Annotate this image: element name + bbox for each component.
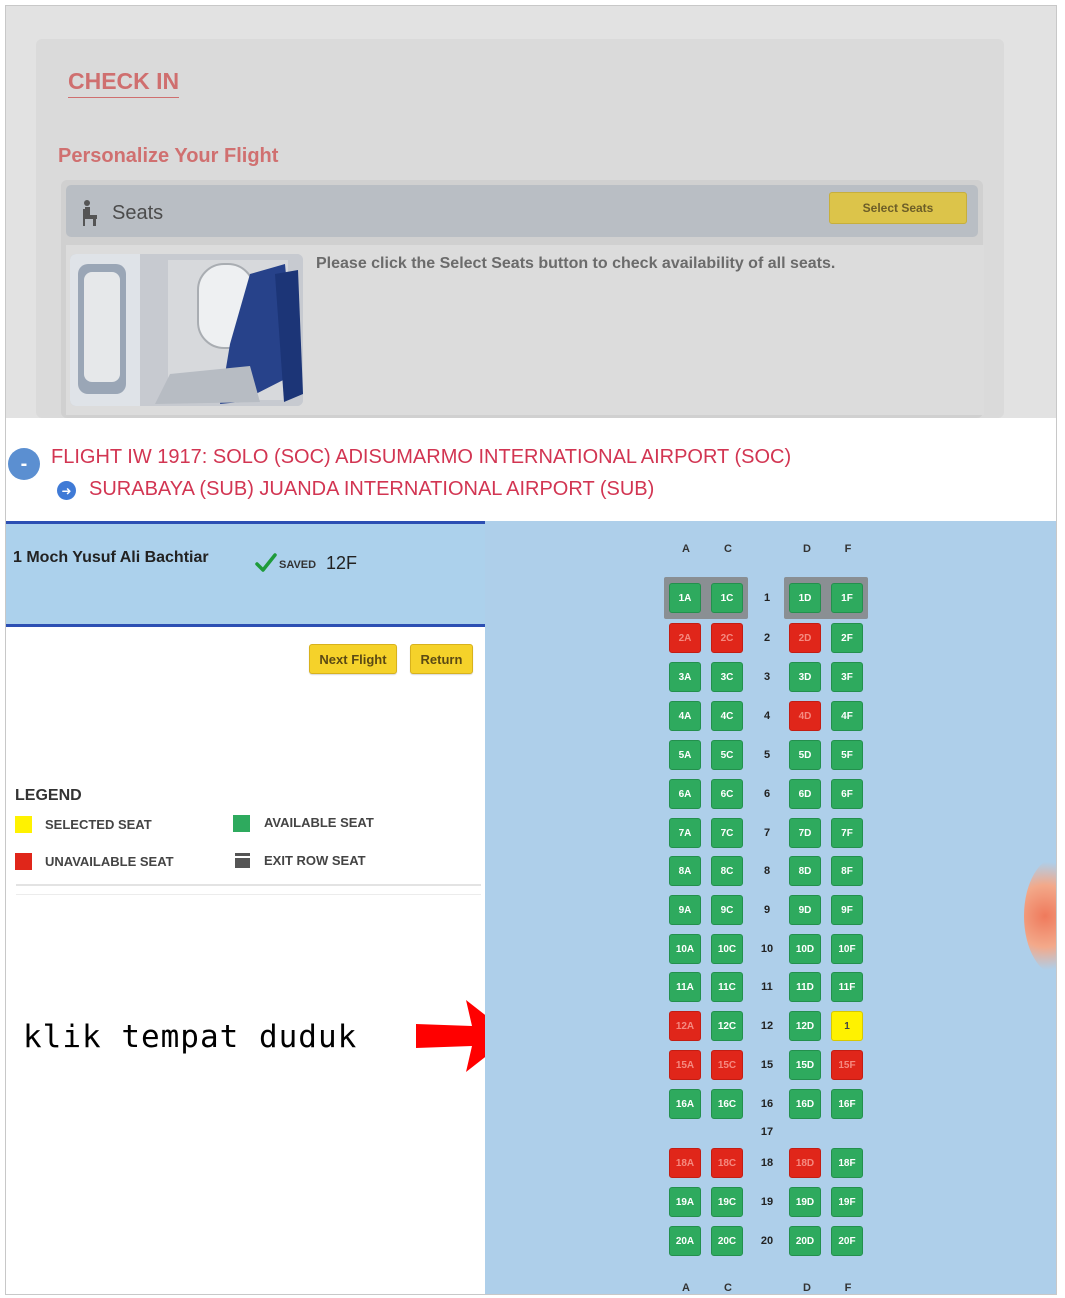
seat-available[interactable]: 19C (711, 1187, 743, 1217)
legend-unavailable-label: UNAVAILABLE SEAT (45, 854, 174, 869)
column-header-c: C (724, 1282, 732, 1294)
seat-available[interactable]: 1D (789, 583, 821, 613)
legend-divider (16, 894, 481, 895)
seat-available[interactable]: 9A (669, 895, 701, 925)
seat-available[interactable]: 7D (789, 818, 821, 848)
column-header-a: A (682, 543, 690, 555)
column-header-c: C (724, 543, 732, 555)
legend-available-label: AVAILABLE SEAT (264, 815, 374, 830)
row-number: 9 (763, 904, 771, 916)
column-header-d: D (803, 543, 811, 555)
seat-available[interactable]: 19F (831, 1187, 863, 1217)
row-number: 15 (760, 1059, 774, 1071)
seat-unavailable: 2C (711, 623, 743, 653)
seat-available[interactable]: 2F (831, 623, 863, 653)
seat-available[interactable]: 9D (789, 895, 821, 925)
row-number: 20 (760, 1235, 774, 1247)
seat-available[interactable]: 9C (711, 895, 743, 925)
passenger-seat: 12F (326, 553, 358, 573)
seat-unavailable: 18D (789, 1148, 821, 1178)
seat-unavailable: 2D (789, 623, 821, 653)
seat-available[interactable]: 6D (789, 779, 821, 809)
checkin-section (6, 6, 1056, 418)
select-seats-button[interactable]: Select Seats (829, 192, 967, 224)
seat-available[interactable]: 12D (789, 1011, 821, 1041)
seat-available[interactable]: 4F (831, 701, 863, 731)
seat-available[interactable]: 3D (789, 662, 821, 692)
row-number: 16 (760, 1098, 774, 1110)
seat-available[interactable]: 5C (711, 740, 743, 770)
row-number: 4 (763, 710, 771, 722)
seat-available[interactable]: 10F (831, 934, 863, 964)
seats-instruction: Please click the Select Seats button to check availability of all seats. (316, 255, 836, 272)
seat-available[interactable]: 8C (711, 856, 743, 886)
column-header-f: F (844, 1282, 852, 1294)
seat-unavailable: 4D (789, 701, 821, 731)
next-flight-button[interactable]: Next Flight (309, 644, 397, 674)
airplane-seat-photo (70, 254, 303, 406)
seat-available[interactable]: 7C (711, 818, 743, 848)
seat-available[interactable]: 5A (669, 740, 701, 770)
legend-selected-label: SELECTED SEAT (45, 817, 152, 832)
legend-unavailable-swatch (15, 853, 32, 870)
seat-available[interactable]: 19D (789, 1187, 821, 1217)
seat-unavailable: 18A (669, 1148, 701, 1178)
seat-available[interactable]: 15D (789, 1050, 821, 1080)
seat-available[interactable]: 10A (669, 934, 701, 964)
checkmark-icon (255, 553, 277, 573)
seat-available[interactable]: 12C (711, 1011, 743, 1041)
seat-unavailable: 18C (711, 1148, 743, 1178)
legend-selected-swatch (15, 816, 32, 833)
seat-available[interactable]: 3A (669, 662, 701, 692)
seat-available[interactable]: 3F (831, 662, 863, 692)
seat-available[interactable]: 5F (831, 740, 863, 770)
seat-available[interactable]: 11C (711, 972, 743, 1002)
seat-available[interactable]: 4C (711, 701, 743, 731)
seat-available[interactable]: 6F (831, 779, 863, 809)
row-number: 17 (760, 1126, 774, 1138)
seat-available[interactable]: 6A (669, 779, 701, 809)
seat-available[interactable]: 20C (711, 1226, 743, 1256)
saved-status: SAVED (279, 559, 317, 571)
row-number: 1 (763, 592, 771, 604)
seat-available[interactable]: 16D (789, 1089, 821, 1119)
seat-available[interactable]: 18F (831, 1148, 863, 1178)
return-button[interactable]: Return (410, 644, 473, 674)
row-number: 3 (763, 671, 771, 683)
seats-label: Seats (112, 202, 164, 224)
app-frame (5, 5, 1057, 1295)
seat-selected[interactable]: 1 (831, 1011, 863, 1041)
seat-available[interactable]: 8A (669, 856, 701, 886)
row-number: 5 (763, 749, 771, 761)
seat-available[interactable]: 7F (831, 818, 863, 848)
seat-available[interactable]: 7A (669, 818, 701, 848)
seat-available[interactable]: 20D (789, 1226, 821, 1256)
seat-available[interactable]: 8F (831, 856, 863, 886)
seat-available[interactable]: 9F (831, 895, 863, 925)
flight-title: FLIGHT IW 1917: SOLO (SOC) ADISUMARMO INTERNATIONAL AIRPORT (SOC) (51, 446, 792, 468)
seat-available[interactable]: 16C (711, 1089, 743, 1119)
column-header-a: A (682, 1282, 690, 1294)
seat-available[interactable]: 11D (789, 972, 821, 1002)
annotation-text: klik tempat duduk (23, 1019, 358, 1055)
row-number: 19 (760, 1196, 774, 1208)
seat-available[interactable]: 8D (789, 856, 821, 886)
row-number: 2 (763, 632, 771, 644)
seat-available[interactable]: 10C (711, 934, 743, 964)
seat-available[interactable]: 20A (669, 1226, 701, 1256)
legend-title: LEGEND (15, 787, 82, 804)
seat-available[interactable]: 1F (831, 583, 863, 613)
collapse-flight-button[interactable]: - (8, 448, 40, 480)
row-number: 6 (763, 788, 771, 800)
seat-unavailable: 15A (669, 1050, 701, 1080)
seat-available[interactable]: 1A (669, 583, 701, 613)
seat-available[interactable]: 4A (669, 701, 701, 731)
legend-available-swatch (233, 815, 250, 832)
seat-available[interactable]: 1C (711, 583, 743, 613)
seat-available[interactable]: 20F (831, 1226, 863, 1256)
arrow-right-icon: ➜ (57, 481, 76, 500)
column-header-f: F (844, 543, 852, 555)
row-number: 18 (760, 1157, 774, 1169)
row-number: 7 (763, 827, 771, 839)
row-number: 8 (763, 865, 771, 877)
seat-available[interactable]: 11A (669, 972, 701, 1002)
flight-destination: SURABAYA (SUB) JUANDA INTERNATIONAL AIRPORT (SUB) (89, 478, 655, 500)
seat-icon (80, 199, 102, 227)
seat-available[interactable]: 11F (831, 972, 863, 1002)
seat-available[interactable]: 3C (711, 662, 743, 692)
seat-unavailable: 2A (669, 623, 701, 653)
legend-exit-swatch (234, 852, 251, 869)
seat-available[interactable]: 6C (711, 779, 743, 809)
seat-available[interactable]: 16F (831, 1089, 863, 1119)
legend-exit-label: EXIT ROW SEAT (264, 853, 366, 868)
row-number: 12 (760, 1020, 774, 1032)
flight-header (6, 418, 1056, 520)
personalize-heading: Personalize Your Flight (58, 145, 279, 167)
seat-available[interactable]: 5D (789, 740, 821, 770)
passenger-name: 1 Moch Yusuf Ali Bachtiar (13, 549, 209, 566)
row-number: 11 (761, 981, 773, 993)
seat-unavailable: 15F (831, 1050, 863, 1080)
seat-available[interactable]: 19A (669, 1187, 701, 1217)
passenger-panel (6, 521, 486, 1294)
column-header-d: D (803, 1282, 811, 1294)
passenger-row[interactable] (6, 521, 486, 627)
page-title: CHECK IN (68, 68, 179, 98)
seat-unavailable: 15C (711, 1050, 743, 1080)
seat-available[interactable]: 16A (669, 1089, 701, 1119)
seat-available[interactable]: 10D (789, 934, 821, 964)
row-number: 10 (760, 943, 774, 955)
seat-unavailable: 12A (669, 1011, 701, 1041)
legend-divider (16, 884, 481, 886)
